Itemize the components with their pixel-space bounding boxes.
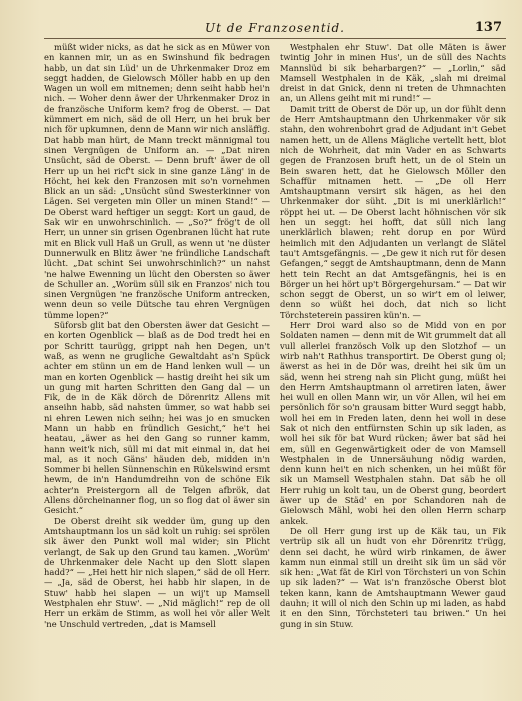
text-columns [44,42,506,682]
right-column [280,42,506,682]
paragraph: Herr Droi ward also so de Midd von en por Soldaten namen — denn mit de Wit grummelt dat all vull allerlei französch Volk up den Slotzhof — un wirb nah't Rathhus transportirt. De Oberst gung ol; äwerst as hei in de Dör was, dreiht hei sik üm un säd, wenn hei streng nah sin Plicht gung, müßt hei den Herrn Amtshauptmann ol arretiren laten, äwer hei wull en ollen Mann wir, un vör Allen, wil hei em persönlich för so'n grausam bitter Wurd seggt habb, woll hei em in Freden laten, denn hei woll in dese Sak ot nich den entfürnsten Schin up sik laden, as woll hei sik för bat Wurd rücken; äwer bat säd hei em, süll en Gegenwärtigkeit oder de von Mamsell Westphalen in de Unnersäuhung nödig warden, denn kunn hei't en nich schenken, un hei müßt för sik un Mamsell Westphalen stahn. Dat säb he oll Herr ruhig un kolt tau, un de Oberst gung, beordert äwer up de Städ' en por Schandoren nah de Gielowsch Mähl, wobi hei den ollen Herrn scharp ankek. [280,320,506,526]
paragraph: De oll Herr gung irst up de Käk tau, un Fik vertrüp sik all un hudt von ehr Dörenritz t'rügg, denn sei dacht, he würd wirb rinkamen, de äwer kamm nun einmal still un dreiht sik üm un säd vör sik hen: „Wat fät de Kirl von Törchsteri un von Schin up sik laden?“ — Wat is'n französche Oberst blot teken kann, kann de Amtshauptmann Wewer gaud dauhn; it will ol nich den Schin up mi laden, as habd it en den Sinn, Törchsteteri tau briwen.“ Un hei gung in sin Stuw. [280,525,506,629]
paragraph: Westphalen ehr Stuw'. Dat olle Mäten is äwer twintig Johr in minen Hus', un de süll des Nachts Mannslüd bi sik beharbargen?“ — „Lorlin,“ säd Mamsell Westphalen in de Käk, „slah mi dreimal dreist in dat Gnick, denn ni treten de Uhmnachten an, un Allens geiht mit mi rund!“ — [280,42,506,104]
paragraph: Süforsb glit bat den Obersten äwer dat Gesicht — en korten Ogenblick — blaß as de Dod tredt hei en por Schritt taurügg, grippt nah hen Degen, un't waß, as wenn ne grugliche Gewaltdaht as'n Spück achter em stünn un em de Hand lenken wull — un man en korten Ogenblick — hastig dreiht hei sik um un gung mit harten Schritten den Gang dal — un Fik, de in de Käk dörch de Dörenritz Allens mit anseihn habb, säd nahsten ümmer, so wat habb sei ni ehren Lewen nich seihn; hei was jo en smucken Mann un habb en fründlich Gesicht,“ he't hei heatau, „äwer as hei den Gang so runner kamm, hann weit'k nich, süll mi dat mit einmal in, dat hei mal, as it noch Gäns' häuden deb, midden in'n Sommer bi hellen Sünnenschin en Rükelswind ersmt hewm, de in'n Handumdreihn von de schöne Eik achter'n Preistergorn all de Telgen afbrök, dat Allens dörcheinanner flog, un so flog dat ol äwer sin Gesicht.“ [44,320,270,516]
paragraph: De Oberst dreiht sik wedder üm, gung up den Amtshauptmann los un säd kolt un ruhig: sei sprölen sik äwer den Punkt woll mal wider; sin Plicht verlangt, de Sak up den Grund tau kamen. „Worüm' de Uhrkenmaker dele Nacht up den Slott slapen hadd?“ — „Hei hett hir nich slapen,“ säd de oll Herr. — „Ja, säd de Oberst, hei habb hir slapen, in de Stuw' habb hei slapen — un wij't up Mamsell Westphalen ehr Stuw'. — „Nid mäglich!“ rep de oll Herr un erkäm de Stimm, as woll hei vör aller Welt 'ne Unschuld vertreden, „dat is Mamsell [44,515,270,629]
page-header [44,20,506,39]
paragraph: Damit tritt de Oberst de Dör up, un dor fühlt denn de Herr Amtshauptmann den Uhrkenmaker vör sik stahn, den wohrenbohrt grad de Adjudant in't Gebet namen hett, un de Allens Mägliche vertellt hett, blot nich de Wohrheit, dat min Vader en as Schwarts gegen de Franzosen bruft hett, un de ol Stein un Bein swaren hett, dat he Gielowsch Möller den Schaffür mitnamen hett. — „De oll Herr Amtshauptmann versirt sik hägen, as hei den Uhrkenmaker dor süht. „Dit is mi unerklärlich!“ röppt hei ut. — De Oberst lacht höhnischen vör sik hen un seggt: hei hofft, dat süll nich lang unerklärlich blawen; reht dorup en por Würd heimlich mit den Adjudanten un verlangt de Slätel tau't Amtsgefängnis. — „De gew it nich rut för desen Gefangen,“ seggt de Amtshauptmann, denn de Mann hett tein Recht an dat Amtsgefängnis, hei is en Börger un hei hört up't Börgergehursam.“ — Dat wir schon seggt de Oberst, un so wir't em ol leiwer, denn so wüßt hei doch, dat nich so licht Törchsteterein passiren kün'n. — [280,103,506,320]
page-number: 137 [474,20,502,35]
running-title: Ut de Franzosentid. [205,21,345,35]
left-column [44,42,270,682]
paragraph: müßt wider nicks, as dat he sick as en Müwer von en kannen mir, un as en Swinshund fik bedragen habb, un dat sin Lüd' un de Uhrkenmaker Droz em seggt hadden, de Gielowsch Möller habb en up den Wagen un woll em mitnemen; denn seiht habb hei'n nich. — Woher denn äwer der Uhrkenmaker Droz in de französche Uniform kem? frog de Oberst. — Dat kümmert em nich, säd de oll Herr, un hei bruk ber nich för upkumnen, denn de Mann wir nich ansläffig. Dat habb man hürt, de Mann treckt männigmal tou sinen Vergnügen de Uniform an. — „Dat niren Unsücht, säd de Oberst. — Denn bruft' äwer de oll Herr up un hei ricf't sick in sine ganze Läng' in de Höcht, hei kek den Franzosen mit so'n vornehmen Blick an un säd: „Unsücht sünd Swesterkinner von Lägen. Sei vergeten min Oller un minen Stand!“ — De Oberst ward heftiger un seggt: Kort un gaud, de Sak wir en unwohrschinlich. — „So?“ frög't de oll Herr, un unner sin grisen Ogenbranen lücht hat rute mit en Blick vull Haß un Grull, as wenn ut 'ne düster Dunnerwulk en Blitz äwer 'ne fründliche Landschaft lücht. „Dat schint Sei unwohrschinlich?“ un nahst 'ne halwe Ewenning un lücht den Obersten so äwer de Schuller an. „Worüm süll sik en Franzos' nich tou sinen Vergnügen 'ne französche Uniform antrecken, wenn deun so veile Dütsche tau ehren Vergnügen tümme lopen?“ [44,42,270,320]
